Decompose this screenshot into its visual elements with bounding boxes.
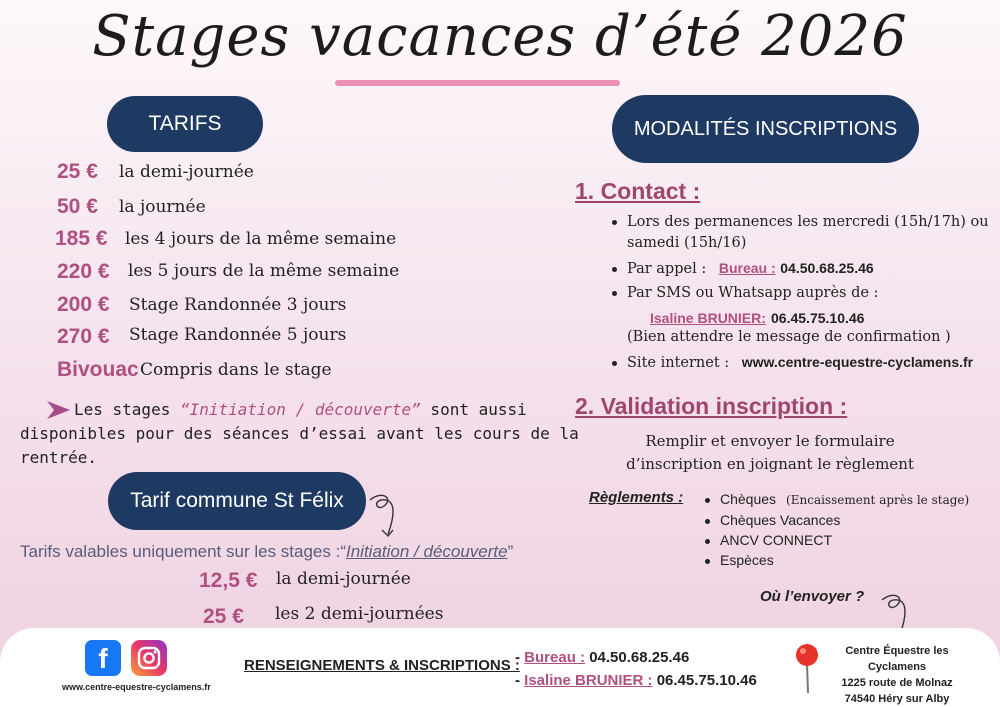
bullet-dot	[705, 559, 710, 564]
bullet-dot	[705, 539, 710, 544]
footer-contacts: - Bureau : 04.50.68.25.46 - Isaline BRUNIER : 06.45.75.10.46	[515, 649, 757, 689]
website-link[interactable]: www.centre-equestre-cyclamens.fr	[741, 354, 974, 370]
note-text: Les stages	[74, 400, 180, 419]
price-label: la journée	[119, 197, 206, 217]
item-text: Site internet :	[627, 355, 730, 371]
reglements-label: Règlements :	[589, 489, 684, 506]
price-label: les 5 jours de la même semaine	[128, 261, 400, 281]
instagram-icon[interactable]	[131, 640, 167, 676]
item-text: Par appel :	[627, 261, 707, 277]
validity-text: ”	[507, 542, 514, 561]
contact-name-link[interactable]: Isaline BRUNIER:	[650, 310, 766, 326]
discovery-note	[20, 398, 579, 470]
ou-envoyer-label: Où l’envoyer ?	[760, 588, 865, 605]
note-highlight: “Initiation / découverte”	[179, 400, 421, 419]
note-text: disponibles pour des séances d’essai avant les cours de la	[20, 424, 579, 443]
price-value: 270 €	[57, 325, 110, 348]
payment-note: (Encaissement après le stage)	[786, 493, 970, 507]
validation-text	[600, 430, 940, 476]
map-pin-icon	[794, 643, 820, 699]
payment-method: Espèces	[720, 552, 774, 568]
curly-arrow-icon	[368, 490, 404, 544]
tarifs-heading: TARIFS	[107, 96, 263, 152]
item-text: samedi (15h/16)	[627, 235, 747, 251]
sms-contact	[650, 308, 864, 327]
phone-number[interactable]: 04.50.68.25.46	[780, 260, 874, 276]
page-title: Stages vacances d’été 2026	[92, 4, 908, 69]
bullet-dot	[612, 267, 617, 272]
footer-website[interactable]: www.centre-equestre-cyclamens.fr	[62, 682, 211, 692]
title-underline	[335, 80, 620, 86]
bullet-dot	[612, 220, 617, 225]
contact-heading: 1. Contact :	[575, 178, 701, 204]
address-block	[826, 643, 968, 707]
price-value: 185 €	[55, 227, 108, 250]
payment-method: Chèques Vacances	[720, 512, 841, 528]
validity-text: Tarifs valables uniquement sur les stages :“	[20, 542, 346, 561]
price-label: la demi-journée	[276, 569, 411, 589]
price-label: la demi-journée	[119, 162, 254, 182]
price-label: Stage Randonnée 3 jours	[129, 295, 347, 315]
price-value: 25 €	[203, 605, 244, 628]
price-value: 200 €	[57, 293, 110, 316]
validation-line: d’inscription en joignant le règlement	[626, 455, 914, 473]
modalites-heading: MODALITÉS INSCRIPTIONS	[612, 95, 919, 163]
item-text: Par SMS ou Whatsapp auprès de :	[627, 285, 879, 301]
bullet-dot	[705, 498, 710, 503]
st-felix-heading: Tarif commune St Félix	[108, 472, 366, 530]
price-label: Compris dans le stage	[140, 360, 332, 380]
price-label: les 2 demi-journées	[275, 604, 444, 624]
item-text: Lors des permanences les mercredi (15h/17h) ou	[627, 214, 989, 230]
bullet-dot	[705, 519, 710, 524]
contact-item-sms	[612, 285, 878, 301]
address-line: Centre Équestre les Cyclamens	[845, 645, 949, 673]
contact-item-appel	[612, 260, 874, 277]
price-value: Bivouac	[57, 358, 139, 381]
contact-item-permanences	[612, 212, 989, 254]
payment-method: Chèques	[720, 491, 777, 507]
renseignements-label: RENSEIGNEMENTS & INSCRIPTIONS :	[244, 657, 520, 674]
payment-method: ANCV CONNECT	[720, 532, 833, 548]
phone-number[interactable]: 06.45.75.10.46	[771, 310, 865, 326]
bullet-dot	[612, 291, 617, 296]
note-text: rentrée.	[20, 448, 98, 467]
phone-number[interactable]: 04.50.68.25.46	[589, 649, 690, 666]
note-text: sont aussi	[420, 400, 527, 419]
price-value: 25 €	[57, 160, 98, 183]
validation-heading: 2. Validation inscription :	[575, 393, 848, 419]
contact-name-link[interactable]: Bureau :	[718, 260, 776, 276]
validity-line	[20, 542, 513, 562]
price-label: les 4 jours de la même semaine	[125, 229, 397, 249]
bullet-dot	[612, 361, 617, 366]
reglements-list	[705, 489, 969, 570]
address-line: 1225 route de Molnaz	[841, 677, 953, 689]
contact-name-link[interactable]: Isaline BRUNIER :	[524, 672, 653, 689]
price-value: 12,5 €	[199, 569, 258, 592]
price-label: Stage Randonnée 5 jours	[129, 325, 347, 345]
facebook-icon[interactable]: f	[85, 640, 121, 676]
sms-note: (Bien attendre le message de confirmation )	[627, 329, 951, 345]
contact-item-site	[612, 354, 973, 371]
phone-number[interactable]: 06.45.75.10.46	[656, 672, 757, 689]
price-value: 50 €	[57, 195, 98, 218]
address-line: 74540 Héry sur Alby	[844, 693, 950, 705]
validation-line: Remplir et envoyer le formulaire	[645, 432, 895, 450]
contact-name-link[interactable]: Bureau :	[524, 649, 586, 666]
price-value: 220 €	[57, 260, 110, 283]
validity-link: Initiation / découverte	[346, 542, 508, 561]
